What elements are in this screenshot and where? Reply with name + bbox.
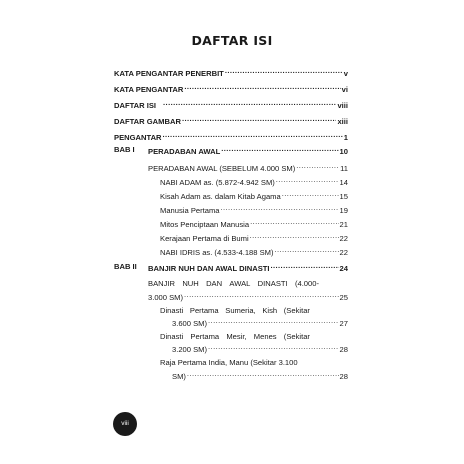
subsection-entry[interactable] (160, 232, 348, 244)
section-word: AWAL (229, 279, 251, 288)
subsection-label: Mitos Penciptaan Manusia (160, 220, 250, 229)
subsection-word: Menes (253, 332, 277, 341)
chapter-entry[interactable] (148, 145, 348, 157)
section-word: BANJIR (148, 279, 176, 288)
toc-leader-dots (276, 176, 339, 185)
subsection-label-line2: 3.200 SM) (172, 345, 208, 354)
toc-entry-page: 1 (343, 133, 348, 142)
subsection-word: Dinasti (160, 332, 184, 341)
subsection-entry[interactable] (172, 317, 348, 329)
subsection-entry[interactable] (160, 204, 348, 216)
toc-entry[interactable] (114, 115, 348, 127)
subsection-page: 27 (339, 319, 348, 328)
toc-leader-dots (296, 162, 339, 171)
subsection-page: 14 (339, 178, 348, 187)
chapter-page: 24 (339, 264, 348, 273)
toc-entry-page: v (343, 69, 348, 78)
subsection-word: Mesir, (226, 332, 247, 341)
toc-entry-page: xiii (337, 117, 348, 126)
chapter-number: BAB I (114, 145, 135, 154)
chapter-entry[interactable] (148, 262, 348, 274)
subsection-word: (Sekitar (283, 332, 310, 341)
section-label: PERADABAN AWAL (SEBELUM 4.000 SM) (148, 164, 296, 173)
subsection-entry[interactable] (160, 246, 348, 258)
subsection-label: Manusia Pertama (160, 206, 220, 215)
toc-entry-label: KATA PENGANTAR (114, 85, 184, 94)
subsection-word: Sumeria, (225, 306, 256, 315)
section-word: NUH (182, 279, 199, 288)
subsection-entry[interactable] (172, 370, 348, 382)
toc-entry[interactable] (114, 131, 348, 143)
chapter-number: BAB II (114, 262, 137, 271)
subsection-label-line1[interactable] (160, 331, 310, 342)
toc-leader-dots (184, 291, 339, 300)
toc-entry-label: DAFTAR GAMBAR (114, 117, 181, 126)
subsection-entry[interactable] (172, 343, 348, 355)
toc-leader-dots (271, 262, 339, 271)
subsection-entry[interactable] (160, 218, 348, 230)
toc-leader-dots (182, 115, 337, 124)
subsection-page: 22 (339, 248, 348, 257)
subsection-label: NABI IDRIS as. (4.533-4.188 SM) (160, 248, 274, 257)
toc-entry-label: KATA PENGANTAR PENERBIT (114, 69, 224, 78)
subsection-label: Kerajaan Pertama di Bumi (160, 234, 249, 243)
chapter-title: BANJIR NUH DAN AWAL DINASTI (148, 264, 270, 273)
subsection-page: 19 (339, 206, 348, 215)
toc-entry-page: viii (337, 101, 348, 110)
subsection-label-line2: SM) (172, 372, 186, 381)
section-label-line2: 3.000 SM) (148, 293, 184, 302)
toc-entry[interactable] (114, 83, 348, 95)
toc-leader-dots (282, 190, 339, 199)
subsection-page: 28 (339, 345, 348, 354)
subsection-word: (Sekitar (283, 306, 310, 315)
toc-leader-dots (250, 232, 339, 241)
subsection-word: Pertama (189, 306, 219, 315)
toc-entry[interactable] (114, 99, 348, 111)
subsection-entry[interactable] (160, 176, 348, 188)
subsection-word: Dinasti (160, 306, 184, 315)
toc-leader-dots (221, 145, 338, 154)
subsection-label-line2: 3.600 SM) (172, 319, 208, 328)
toc-leader-dots (163, 131, 343, 140)
subsection-label-line1[interactable] (160, 305, 310, 316)
subsection-label: Kisah Adam as. dalam Kitab Agama (160, 192, 281, 201)
subsection-page: 28 (339, 372, 348, 381)
toc-leader-dots (163, 99, 336, 108)
subsection-word: Pertama (190, 332, 220, 341)
toc-entry-page: vi (341, 85, 348, 94)
subsection-entry[interactable] (160, 190, 348, 202)
toc-leader-dots (184, 83, 340, 92)
subsection-label: NABI ADAM as. (5.872-4.942 SM) (160, 178, 275, 187)
toc-leader-dots (275, 246, 339, 255)
toc-entry[interactable] (114, 67, 348, 79)
chapter-title: PERADABAN AWAL (148, 147, 221, 156)
section-page: 11 (340, 164, 348, 173)
subsection-page: 15 (339, 192, 348, 201)
section-entry[interactable] (148, 162, 348, 174)
section-word: DINASTI (257, 279, 288, 288)
toc-leader-dots (250, 218, 338, 227)
toc-leader-dots (208, 343, 339, 352)
subsection-page: 22 (339, 234, 348, 243)
page-number-badge: viii (113, 412, 137, 436)
section-entry[interactable] (148, 291, 348, 303)
toc-leader-dots (187, 370, 339, 379)
section-label-line1[interactable] (148, 278, 319, 289)
section-page: 25 (339, 293, 348, 302)
section-word: (4.000- (294, 279, 319, 288)
chapter-page: 10 (339, 147, 348, 156)
subsection-page: 21 (339, 220, 348, 229)
toc-entry-label: PENGANTAR (114, 133, 162, 142)
page-title: DAFTAR ISI (191, 33, 273, 48)
toc-leader-dots (208, 317, 339, 326)
toc-entry-label: DAFTAR ISI (114, 101, 157, 110)
toc-leader-dots (225, 67, 343, 76)
toc-leader-dots (221, 204, 339, 213)
section-word: DAN (206, 279, 223, 288)
subsection-word: Kish (262, 306, 278, 315)
subsection-label-line1[interactable]: Raja Pertama India, Manu (Sekitar 3.100 (160, 358, 298, 367)
